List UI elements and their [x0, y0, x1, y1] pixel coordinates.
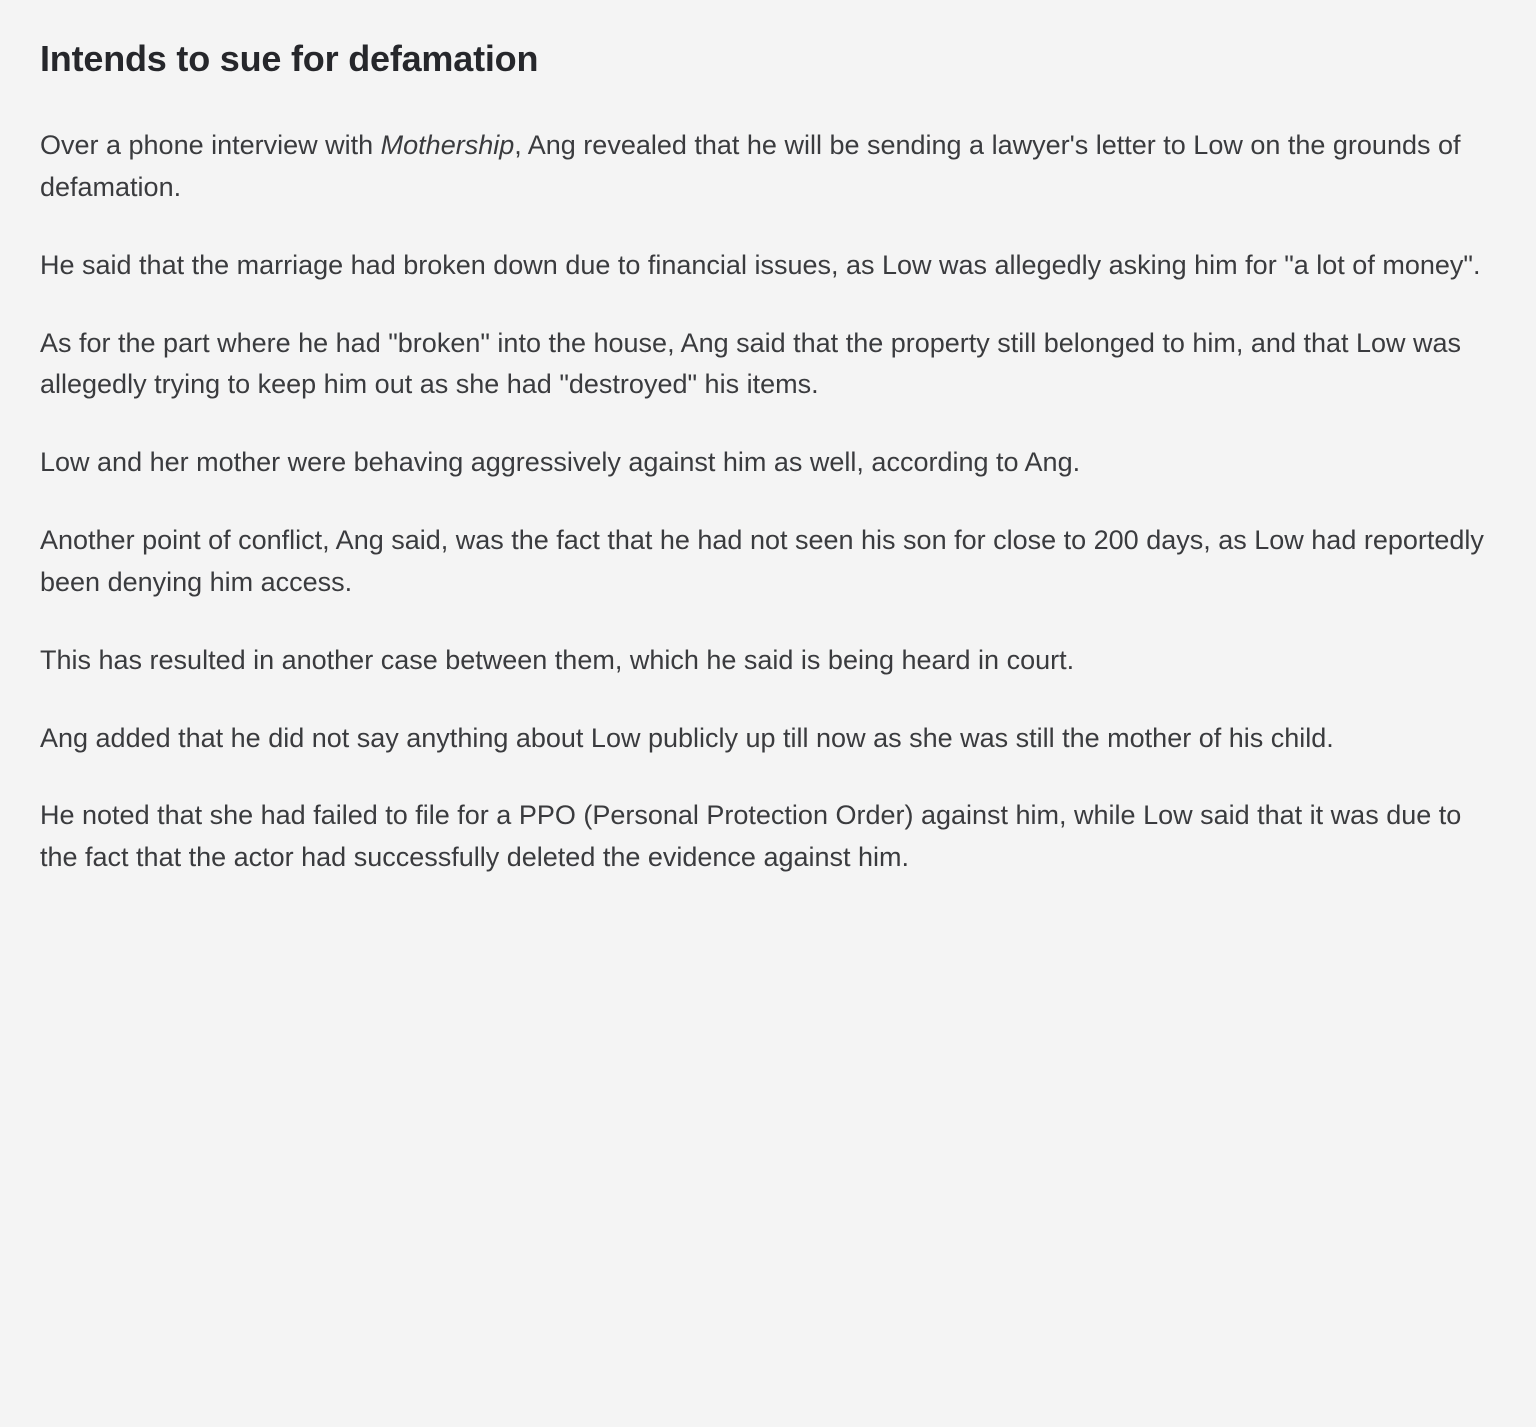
paragraph-text: , Ang revealed that he will be sending a lawyer's letter to Low on the grounds of defamation.: [40, 130, 1461, 202]
paragraph-text: This has resulted in another case between them, which he said is being heard in court.: [40, 644, 1075, 675]
paragraph-text: Another point of conflict, Ang said, was the fact that he had not seen his son for close to 200 days, as Low had reportedly been denying him access.: [40, 525, 1484, 597]
body-paragraph: [40, 125, 1490, 209]
paragraph-text: Low and her mother were behaving aggressively against him as well, according to Ang.: [40, 447, 1081, 478]
body-paragraph: [40, 718, 1490, 760]
paragraph-text: Over a phone interview with: [40, 130, 381, 160]
body-paragraph: [40, 323, 1490, 407]
body-paragraph: [40, 795, 1490, 879]
section-heading: Intends to sue for defamation: [40, 38, 539, 79]
italic-publication-name: Mothership: [380, 130, 515, 160]
body-paragraph: [40, 442, 1490, 484]
paragraph-list: [40, 125, 1492, 879]
paragraph-text: Ang added that he did not say anything about Low publicly up till now as she was still the mother of his child.: [40, 722, 1334, 753]
paragraph-text: As for the part where he had "broken" into the house, Ang said that the property still belonged to him, and that Low was allegedly trying to keep him out as she had "destroyed" his items.: [40, 327, 1462, 400]
paragraph-text: He said that the marriage had broken down due to financial issues, as Low was allegedly asking him for "a lot of money".: [40, 249, 1481, 280]
body-paragraph: [40, 245, 1490, 287]
body-paragraph: [40, 640, 1490, 682]
paragraph-text: He noted that she had failed to file for a PPO (Personal Protection Order) against him, while Low said that it was due to the fact that the actor had successfully deleted the evidence against him.: [40, 800, 1462, 873]
body-paragraph: [40, 520, 1490, 604]
